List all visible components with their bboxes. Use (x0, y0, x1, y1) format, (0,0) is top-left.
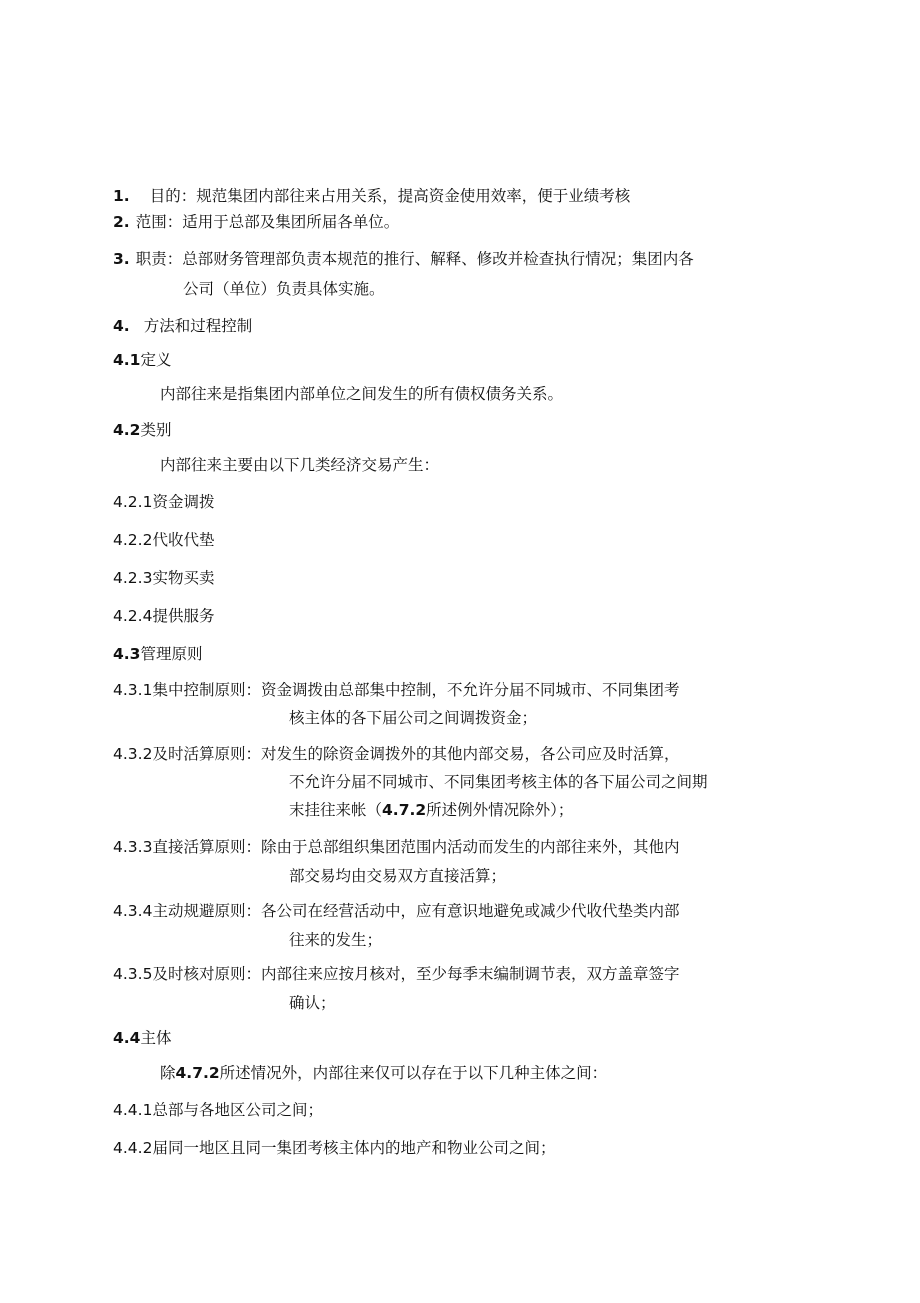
item-1 (113, 186, 630, 206)
sub-text: 届同一地区且同一集团考核主体内的地产和物业公司之间； (152, 1139, 556, 1157)
item-3 (113, 249, 694, 269)
sub-number: 4.3.2 (113, 745, 153, 763)
section-4-3-title: 管理原则 (140, 645, 203, 663)
section-4-2-body: 内部往来主要由以下几类经济交易产生： (160, 456, 440, 474)
ref-prefix: 末挂往来帐（ (289, 801, 383, 819)
section-4-2-number: 4.2 (113, 421, 141, 439)
item-3-continuation: 公司（单位）负责具体实施。 (183, 280, 385, 298)
section-4-3-1-continuation: 核主体的各下届公司之间调拨资金； (289, 709, 538, 727)
item-4-number: 4. (113, 317, 130, 335)
section-4-3-2 (113, 744, 679, 764)
principle-label: 及时核对原则： (152, 965, 261, 983)
sub-number: 4.4.2 (113, 1139, 153, 1157)
item-4 (113, 316, 252, 336)
section-4-3-4 (113, 901, 679, 921)
section-4-2-4 (113, 606, 214, 626)
section-4-2-3 (113, 568, 214, 588)
sub-number: 4.2.3 (113, 569, 153, 587)
section-4-3-4-continuation: 往来的发生； (289, 931, 383, 949)
sub-number: 4.4.1 (113, 1101, 153, 1119)
principle-text: 除由于总部组织集团范围内活动而发生的内部往来外，其他内 (260, 838, 680, 856)
sub-text: 总部与各地区公司之间； (152, 1101, 323, 1119)
section-4-1-body: 内部往来是指集团内部单位之间发生的所有债权债务关系。 (160, 385, 564, 403)
section-4-4-body (160, 1063, 607, 1083)
section-4-3-heading (113, 644, 202, 664)
item-2 (113, 212, 399, 232)
body-prefix: 除 (160, 1064, 176, 1082)
ref-suffix: 所述例外情况除外）； (426, 801, 574, 819)
principle-text: 内部往来应按月核对，至少每季末编制调节表，双方盖章签字 (260, 965, 680, 983)
section-4-2-heading (113, 420, 171, 440)
section-4-3-2-continuation-2 (289, 800, 573, 820)
item-1-text: 目的：规范集团内部往来占用关系，提高资金使用效率，便于业绩考核 (149, 187, 631, 205)
principle-text: 资金调拨由总部集中控制，不允许分届不同城市、不同集团考 (260, 681, 680, 699)
section-4-3-1 (113, 680, 679, 700)
section-4-3-number: 4.3 (113, 645, 141, 663)
section-4-3-3-continuation: 部交易均由交易双方直接活算； (289, 867, 507, 885)
section-4-2-1 (113, 492, 214, 512)
section-4-3-3 (113, 837, 679, 857)
sub-text: 资金调拨 (152, 493, 215, 511)
principle-label: 直接活算原则： (152, 838, 261, 856)
section-4-4-title: 主体 (140, 1029, 172, 1047)
section-4-4-number: 4.4 (113, 1029, 141, 1047)
item-3-text: 职责：总部财务管理部负责本规范的推行、解释、修改并检查执行情况；集团内各 (135, 250, 694, 268)
sub-number: 4.3.5 (113, 965, 153, 983)
item-1-number: 1. (113, 187, 130, 205)
sub-text: 实物买卖 (152, 569, 215, 587)
section-4-4-heading (113, 1028, 171, 1048)
section-4-2-2 (113, 530, 214, 550)
section-4-3-2-continuation: 不允许分届不同城市、不同集团考核主体的各下届公司之间期 (289, 773, 708, 791)
sub-number: 4.3.1 (113, 681, 153, 699)
section-4-2-title: 类别 (140, 421, 172, 439)
principle-label: 及时活算原则： (152, 745, 261, 763)
section-4-3-5 (113, 964, 679, 984)
body-suffix: 所述情况外，内部往来仅可以存在于以下几种主体之间： (219, 1064, 608, 1082)
principle-label: 集中控制原则： (152, 681, 261, 699)
item-2-number: 2. (113, 213, 130, 231)
principle-text: 各公司在经营活动中，应有意识地避免或减少代收代垫类内部 (260, 902, 680, 920)
item-2-text: 范围：适用于总部及集团所届各单位。 (135, 213, 400, 231)
section-4-4-1 (113, 1100, 323, 1120)
item-4-text: 方法和过程控制 (143, 317, 253, 335)
principle-text: 对发生的除资金调拨外的其他内部交易，各公司应及时活算， (260, 745, 680, 763)
ref-number: 4.7.2 (382, 801, 427, 819)
sub-number: 4.3.3 (113, 838, 153, 856)
sub-text: 提供服务 (152, 607, 215, 625)
sub-number: 4.2.2 (113, 531, 153, 549)
section-4-1-heading (113, 350, 171, 370)
sub-number: 4.3.4 (113, 902, 153, 920)
section-4-1-number: 4.1 (113, 351, 141, 369)
body-ref: 4.7.2 (175, 1064, 220, 1082)
item-3-number: 3. (113, 250, 130, 268)
sub-text: 代收代垫 (152, 531, 215, 549)
section-4-3-5-continuation: 确认； (289, 994, 336, 1012)
sub-number: 4.2.1 (113, 493, 153, 511)
section-4-4-2 (113, 1138, 555, 1158)
section-4-1-title: 定义 (140, 351, 172, 369)
principle-label: 主动规避原则： (152, 902, 261, 920)
sub-number: 4.2.4 (113, 607, 153, 625)
